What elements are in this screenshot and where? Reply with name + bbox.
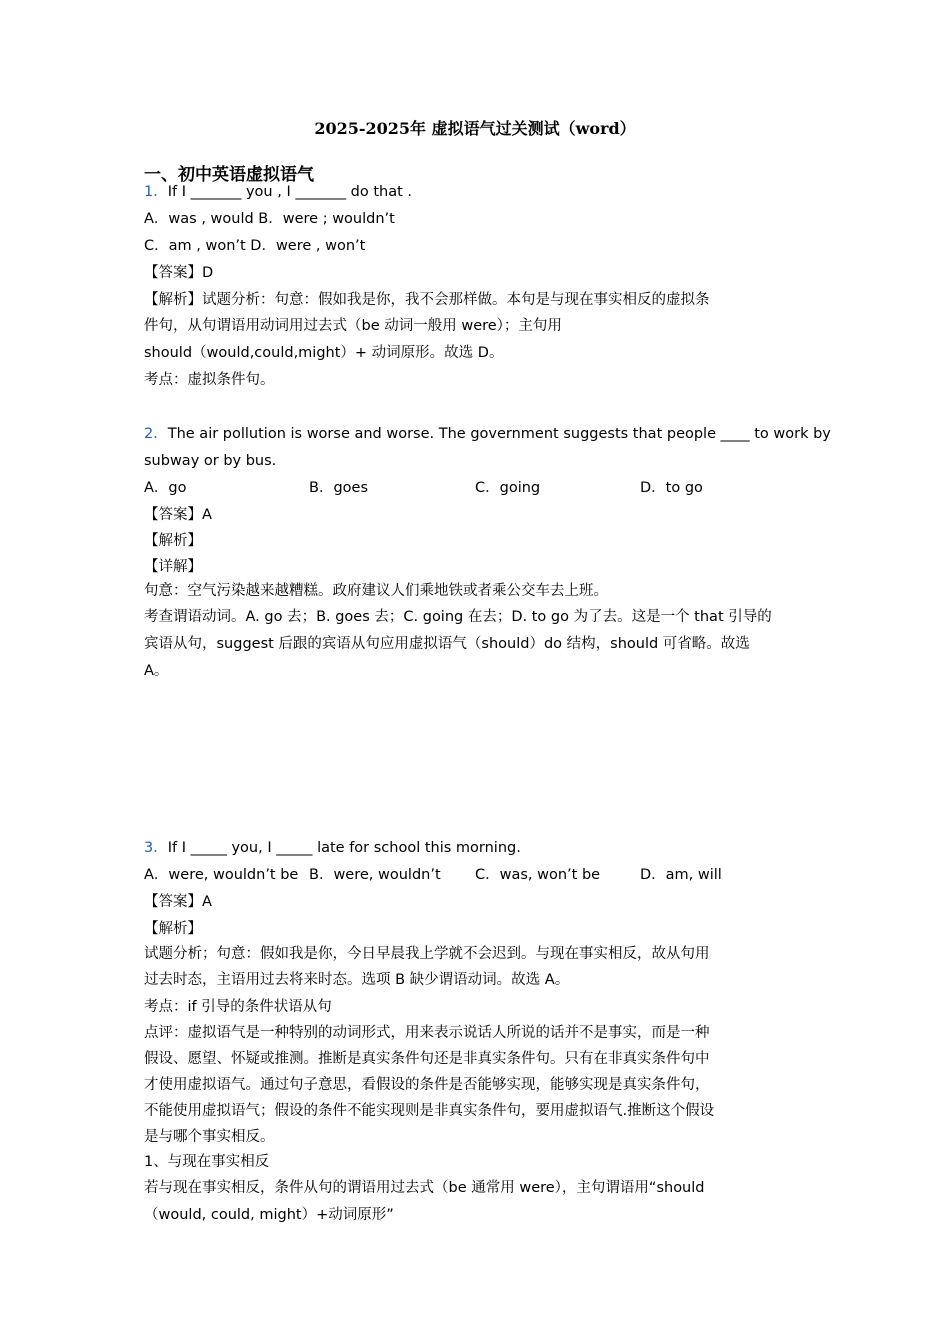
option-a: A．were, wouldn’t be [144, 867, 299, 883]
comment-line: （would, could, might）+动词原形” [144, 1207, 394, 1223]
comment-line: 才使用虚拟语气。通过句子意思，看假设的条件是否能够实现，能够实现是真实条件句， [144, 1077, 710, 1093]
analysis-line: 试题分析；句意：假如我是你，今日早晨我上学就不会迟到。与现在事实相反，故从句用 [144, 946, 710, 962]
question-text: If I _______ you , I _______ do that . [167, 184, 413, 200]
option-c: C．going [475, 480, 541, 496]
option-a: A．go [144, 480, 187, 496]
option-b: B．goes [309, 480, 368, 496]
detail-line: 考查谓语动词。A. go 去；B. goes 去；C. going 在去；D. to go 为了去。这是一个 that 引导的 [144, 609, 772, 625]
question-3-stem [144, 838, 521, 858]
detail-line: A。 [144, 663, 169, 679]
test-point: 考点：if 引导的条件状语从句 [144, 999, 332, 1015]
analysis-line: should（would,could,might）+ 动词原形。故选 D。 [144, 345, 504, 361]
question-1-options-ab: A．was , would B．were ; wouldn’t [144, 211, 395, 227]
answer: 【答案】A [144, 507, 212, 523]
answer: 【答案】A [144, 894, 212, 910]
question-text: If I _____ you, I _____ late for school this morning. [167, 840, 521, 856]
comment-line: 假设、愿望、怀疑或推测。推断是真实条件句还是非真实条件句。只有在非真实条件句中 [144, 1051, 710, 1067]
analysis-line: 过去时态，主语用过去将来时态。选项 B 缺少谓语动词。故选 A。 [144, 972, 570, 988]
page-title: 2025-2025年 虚拟语气过关测试（word） [314, 119, 636, 138]
comment-line: 不能使用虚拟语气；假设的条件不能实现则是非真实条件句，要用虚拟语气.推断这个假设 [144, 1103, 715, 1119]
answer: 【答案】D [144, 265, 214, 281]
detail-line: 句意：空气污染越来越糟糕。政府建议人们乘地铁或者乘公交车去上班。 [144, 583, 608, 599]
comment-line: 若与现在事实相反，条件从句的谓语用过去式（be 通常用 were），主句谓语用“should [144, 1180, 705, 1196]
option-b: B．were, wouldn’t [309, 867, 441, 883]
analysis-line: 【解析】试题分析：句意：假如我是你，我不会那样做。本句是与现在事实相反的虚拟条 [144, 292, 710, 308]
question-text: The air pollution is worse and worse. The government suggests that people ____ to work by [167, 426, 831, 442]
analysis-heading: 【解析】 [144, 921, 202, 937]
comment-line: 是与哪个事实相反。 [144, 1129, 275, 1145]
question-2-stem [144, 424, 831, 444]
question-2-stem-cont: subway or by bus. [144, 453, 277, 469]
comment-line: 点评：虚拟语气是一种特别的动词形式，用来表示说话人所说的话并不是事实，而是一种 [144, 1025, 710, 1041]
option-c: C．was, won’t be [475, 867, 601, 883]
question-number: 1． [144, 184, 168, 200]
detail-line: 宾语从句，suggest 后跟的宾语从句应用虚拟语气（should）do 结构，should 可省略。故选 [144, 636, 750, 652]
question-1-stem [144, 182, 412, 202]
question-1-options-cd: C．am , won’t D．were , won’t [144, 238, 366, 254]
analysis-heading: 【解析】 [144, 533, 202, 549]
test-point: 考点：虚拟条件句。 [144, 372, 275, 388]
analysis-line: 件句，从句谓语用动词用过去式（be 动词一般用 were）；主句用 [144, 318, 562, 334]
option-d: D．am, will [640, 867, 722, 883]
detail-heading: 【详解】 [144, 559, 202, 575]
question-number: 2． [144, 426, 168, 442]
comment-line: 1、与现在事实相反 [144, 1154, 270, 1170]
section-heading: 一、初中英语虚拟语气 [144, 165, 314, 185]
question-number: 3． [144, 840, 168, 856]
option-d: D．to go [640, 480, 703, 496]
